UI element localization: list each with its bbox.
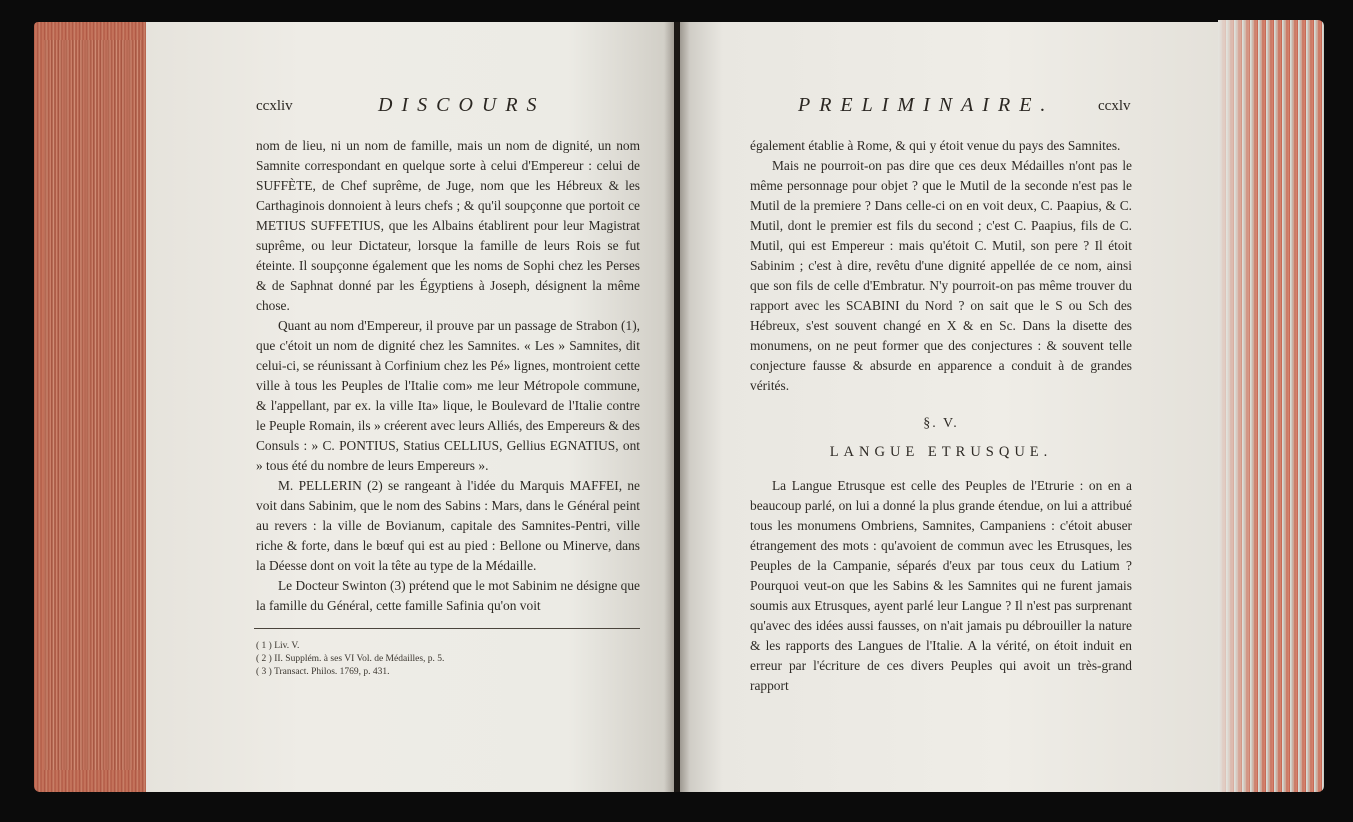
right-page-edges-shade	[1218, 20, 1258, 792]
right-page-header	[680, 94, 1218, 124]
left-running-title: DISCOURS	[378, 94, 546, 116]
section-number: §. V.	[923, 416, 959, 431]
paragraph: également établie à Rome, & qui y étoit venue du pays des Samnites.	[750, 138, 1121, 153]
right-page-number: ccxlv	[1098, 98, 1131, 114]
paragraph: Mais ne pourroit-on pas dire que ces deux Médailles n'ont pas le même personnage pour objet ? que le Mutil de la seconde n'est pas le Mutil de la premiere ? Dans celle-ci on en voit deux, C. Paapius, & C. Mutil, dont le premier est fils du second ; c'est C. Paapius, fils de C. Mutil, qui est Empereur : mais qu'étoit C. Mutil, son pere ? Il étoit Sabinim ; c'est à dire, revêtu d'une dignité appellée de ce nom, ainsi que son fils de celle d'Embratur. N'y pourroit-on pas même trouver du rapport avec les SCABINI du Nord ? on sait que le S ou Sch des Hébreux, s'est souvent changé en X & en Sc. Dans la disette des monumens, on ne peut former que des conjectures : & souvent telle conjecture fausse & absurde en apparence a conduit à de grandes vérités.	[750, 158, 1132, 393]
paragraph: La Langue Etrusque est celle des Peuples de l'Etrurie : on en a beaucoup parlé, on lui a donné la plus grande étendue, on lui a attribué tous les monumens Ombriens, Samnites, Campaniens : c'étoit abuser étrangement des mots : qu'avoient de commun avec les Etrusques, les Peuples de la Campanie, séparés d'eux par tous ceux du Latium ? Pourquoi veut-on que les Sabins & les Samnites qui ne furent jamais soumis aux Etrusques, ayent parlé leur Langue ? Il n'est pas surprenant qu'avec des idées aussi fausses, on n'ait jamais pu débrouiller la nature & les rapports des Langues de l'Italie. A la vérité, on étoit induit en erreur par l'écriture de ces divers Peuples qui avoit un très-grand rapport	[750, 478, 1132, 693]
right-page	[680, 22, 1218, 792]
footnote-divider	[254, 628, 640, 629]
paragraph: M. PELLERIN (2) se rangeant à l'idée du Marquis MAFFEI, ne voit dans Sabinim, que le nom des Sabins : Mars, dans le Général peint au revers : la ville de Bovianum, capitale des Samnites-Pentri, ville riche & forte, dans le bœuf qui est au pied : Bellone ou Minerve, dans la Déesse dont on voit la tête au type de la Médaille.	[256, 478, 640, 573]
footnote: ( 2 ) II. Supplém. à ses VI Vol. de Médailles, p. 5.	[256, 654, 445, 664]
section-title: LANGUE ETRUSQUE.	[829, 444, 1053, 460]
left-page	[146, 22, 674, 792]
left-page-header	[146, 94, 674, 124]
paragraph: nom de lieu, ni un nom de famille, mais un nom de dignité, un nom Samnite correspondant en quelque sorte à celui d'Empereur : celui de SUFFÈTE, de Chef suprême, de Juge, nom que les Hébreux & les Carthaginois donnoient à leurs chefs ; & qu'il soupçonne que portoit ce METIUS SUFFETIUS, que les Albains établirent pour leur Magistrat suprême, ou leur Dictateur, lorsque la famille de leurs Rois se fut éteinte. Il soupçonne également que les noms de Sophi chez les Perses & de Saphnat donné par les Égyptiens à Joseph, désignent la même chose.	[256, 138, 640, 313]
left-page-edges-texture	[44, 40, 142, 770]
book-gutter	[664, 22, 690, 792]
left-page-number: ccxliv	[256, 98, 293, 114]
paragraph: Le Docteur Swinton (3) prétend que le mot Sabinim ne désigne que la famille du Général, cette famille Safinia qu'on voit	[256, 578, 640, 613]
footnotes	[256, 640, 444, 679]
paragraph: Quant au nom d'Empereur, il prouve par un passage de Strabon (1), que c'étoit un nom de dignité chez les Samnites. « Les » Samnites, dit celui-ci, se réunissant à Corfinium chez les Pé» lignes, montroient cette ville à tous les Peuples de l'Italie com» me leur Métropole commune, & l'appellant, par ex. la ville Ita» lique, le Boulevard de l'Italie contre le Peuple Romain, ils » créerent avec leurs Alliés, des Empereurs & des Consuls : » C. PONTIUS, Statius CELLIUS, Gellius EGNATIUS, ont » tous été du nombre de leurs Empereurs ».	[256, 318, 640, 473]
left-page-body	[256, 136, 640, 616]
right-page-body	[750, 136, 1132, 696]
footnote: ( 3 ) Transact. Philos. 1769, p. 431.	[256, 667, 390, 677]
footnote: ( 1 ) Liv. V.	[256, 641, 300, 651]
right-running-title: PRELIMINAIRE.	[798, 94, 1055, 116]
